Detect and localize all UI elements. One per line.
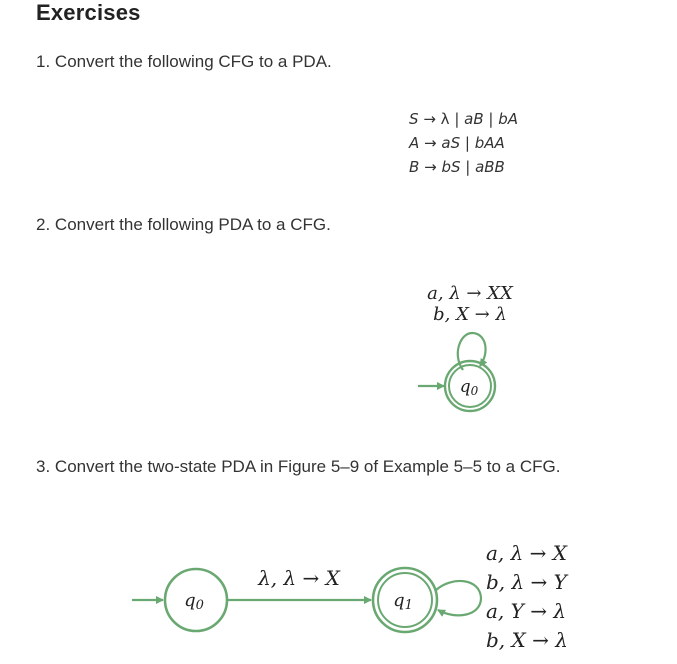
pda1-loop-label-1: a, λ → XX <box>427 283 513 304</box>
pda2-q0-base: q <box>184 590 196 611</box>
pda2-state-q0-label <box>184 590 204 613</box>
exercise-1-text: Convert the following CFG to a PDA. <box>54 52 332 71</box>
rule-b-alt-1: bS <box>441 158 461 176</box>
pda2-q1-sub: 1 <box>404 598 413 613</box>
rule-s-alt-1: λ <box>440 110 450 128</box>
pda1-state-sub: 0 <box>470 384 479 398</box>
pda2-loop-label-4: b, X → λ <box>486 628 568 652</box>
exercise-3-text: Convert the two-state PDA in Figure 5–9 of Example 5–5 to a CFG. <box>54 457 561 476</box>
pda2-loop-label-3: a, Y → λ <box>486 599 566 623</box>
rule-b-arrow: → <box>424 158 437 176</box>
rule-s-arrow: → <box>423 110 436 128</box>
grammar-rule-s: S → λ | aB | bA <box>409 110 519 128</box>
pda2-loop-label-2: b, λ → Y <box>486 570 567 594</box>
rule-s-alt-2: aB <box>464 110 484 128</box>
pda2-q1-base: q <box>393 590 405 611</box>
pda2-state-q1-label <box>393 590 413 613</box>
grammar-rule-b: B → bS | aBB <box>409 158 505 176</box>
pda2-self-loop <box>436 581 481 615</box>
pda2-loop-label-1: a, λ → X <box>486 541 568 565</box>
pda1-state-base: q <box>459 377 471 397</box>
grammar-rule-a: A → aS | bAA <box>409 134 505 152</box>
exercise-1-number: 1. <box>36 52 51 71</box>
rule-a-lhs: A <box>409 134 420 152</box>
rule-b-lhs: B <box>409 158 420 176</box>
rule-a-alt-2: bAA <box>474 134 505 152</box>
pda1-loop-label-2: b, X → λ <box>433 304 507 325</box>
rule-b-alt-2: aBB <box>475 158 505 176</box>
rule-a-arrow: → <box>424 134 437 152</box>
pda2-q0-sub: 0 <box>195 598 204 613</box>
section-heading: Exercises <box>36 0 141 25</box>
exercise-2-text: Convert the following PDA to a CFG. <box>54 215 331 234</box>
exercise-2-number: 2. <box>36 215 51 234</box>
rule-s-lhs: S <box>409 110 419 128</box>
exercise-3-number: 3. <box>36 457 51 476</box>
rule-a-alt-1: aS <box>441 134 461 152</box>
pda2-edge-label: λ, λ → X <box>258 566 340 590</box>
rule-s-alt-3: bA <box>498 110 519 128</box>
